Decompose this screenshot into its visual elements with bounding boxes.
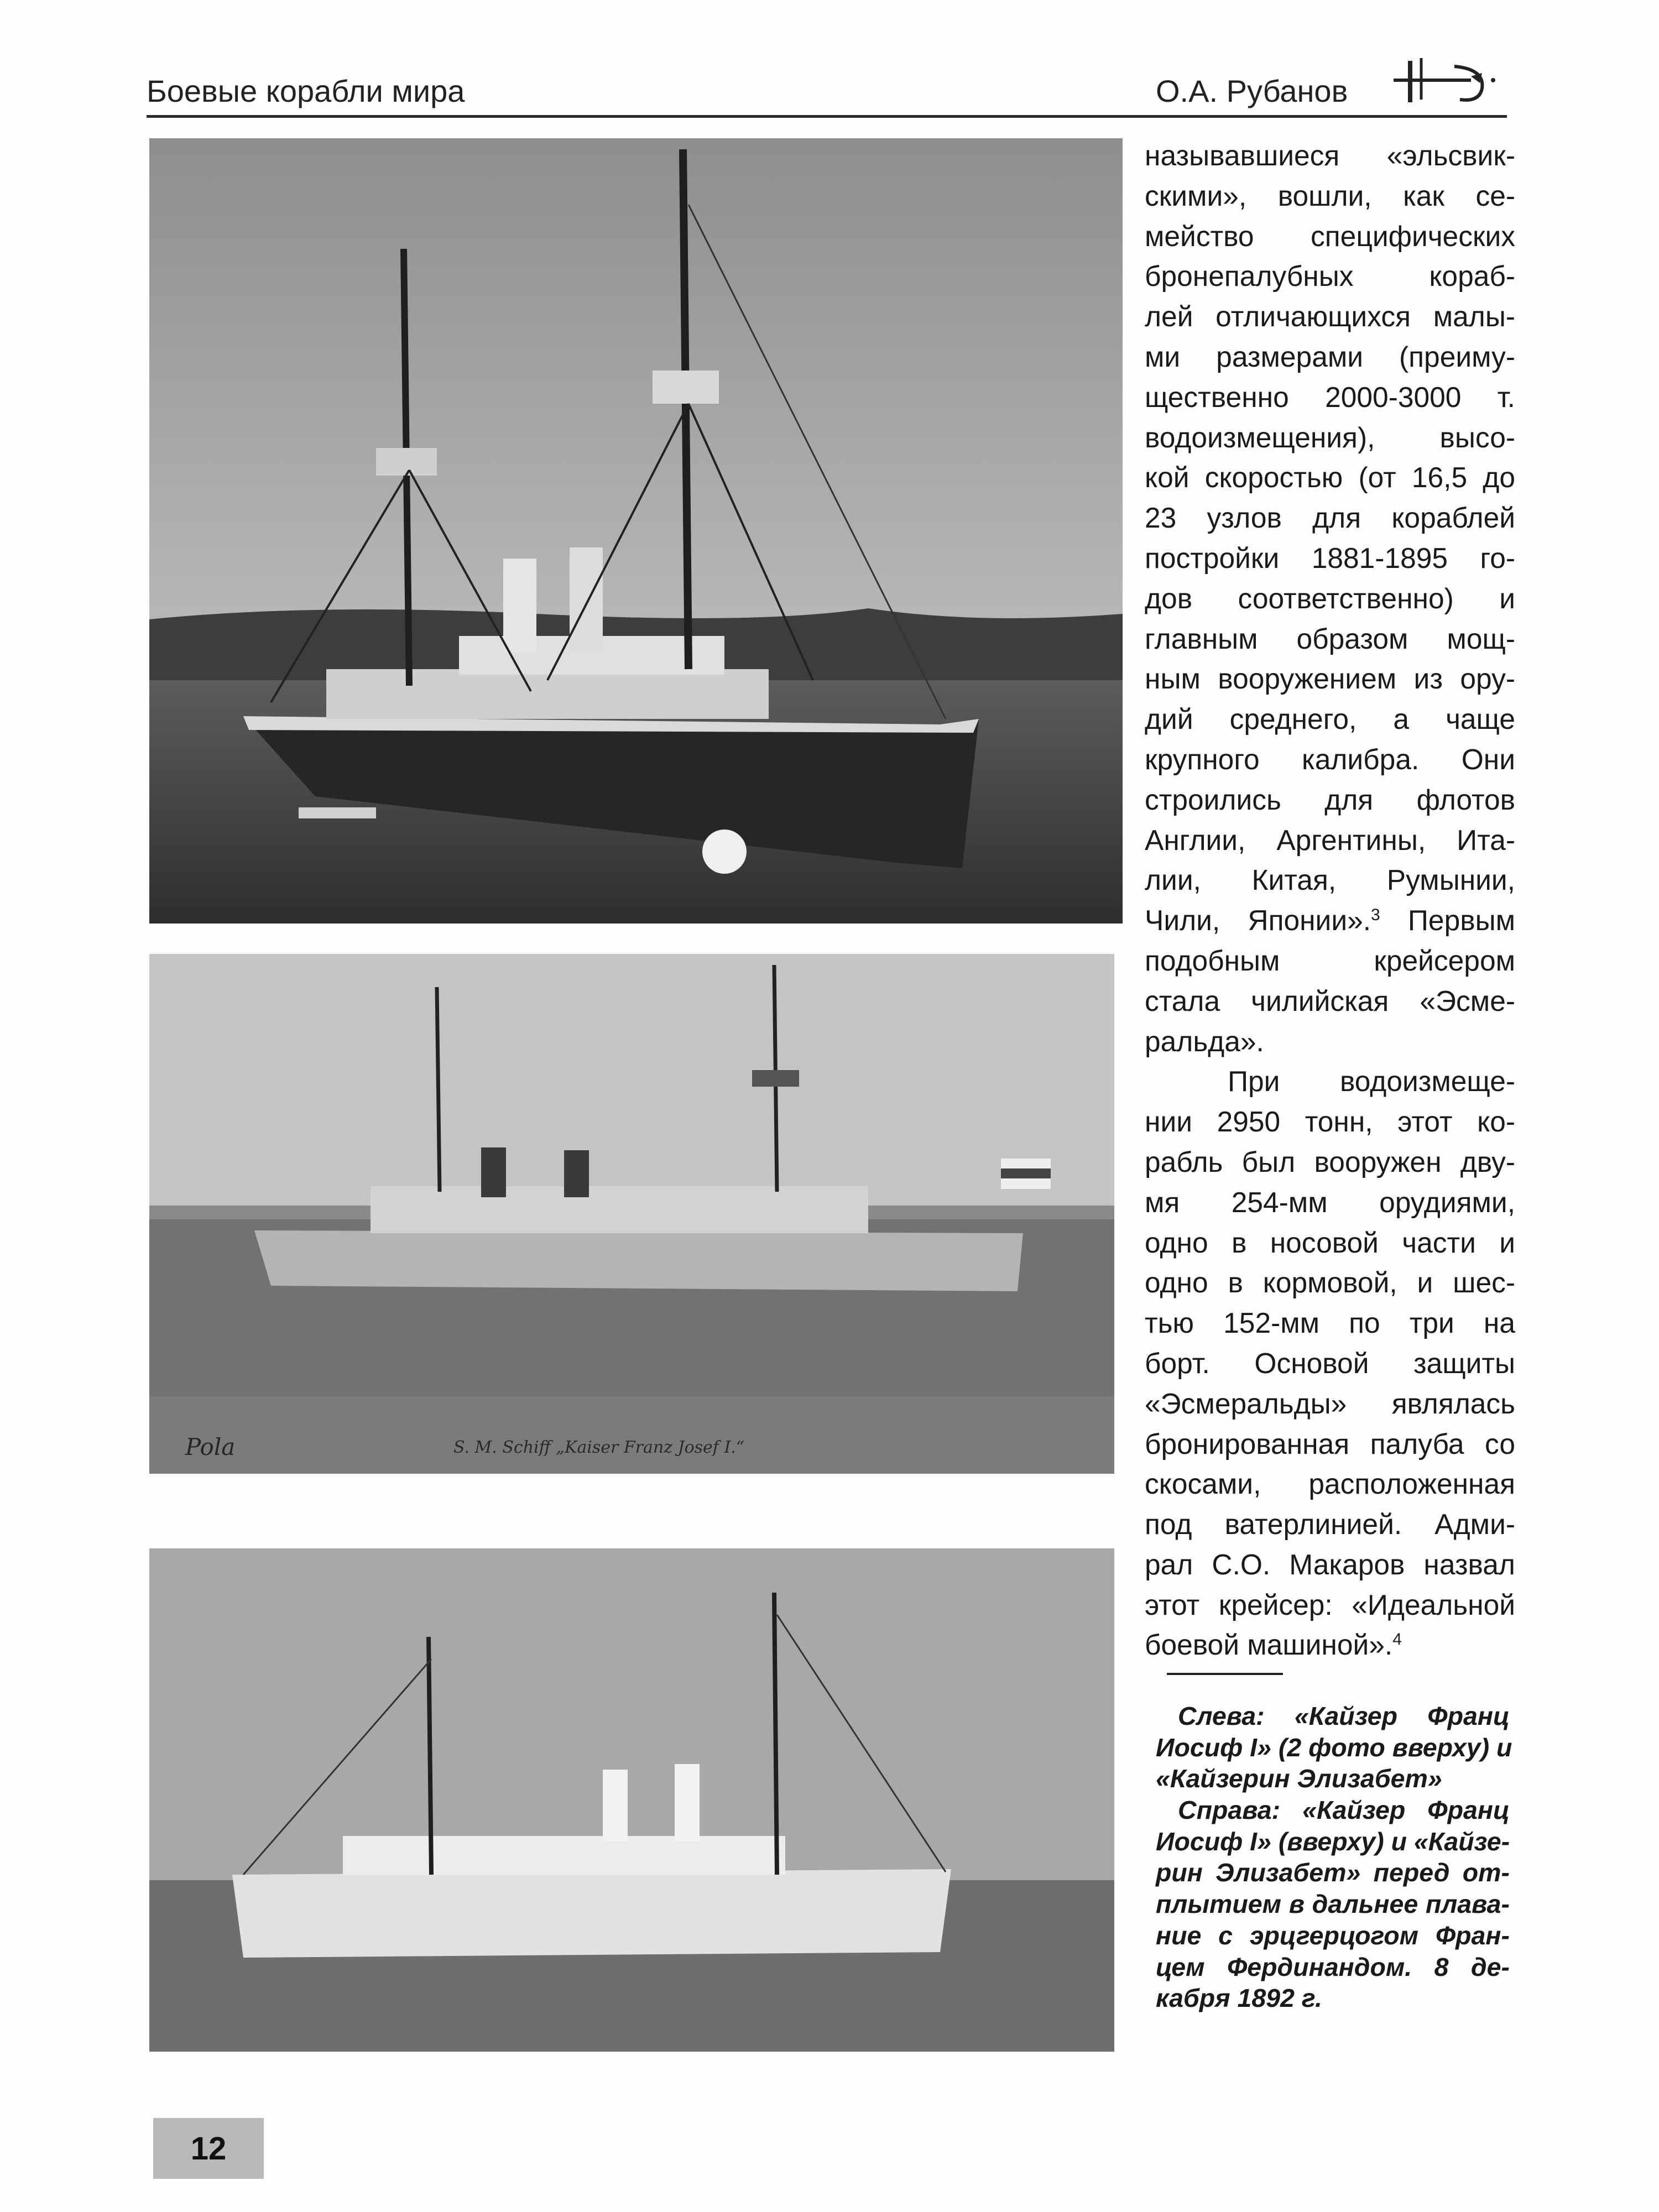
body-line: щественно 2000-3000 т. [1145,380,1515,413]
body-line-tail: Первым [1380,904,1515,937]
photo-kaiser-franz-josef-top [149,138,1123,924]
photo-kaiser-franz-josef-postcard [149,954,1114,1474]
body-line: нии 2950 тонн, этот ко- [1145,1105,1515,1138]
footnote-mark: 4 [1392,1630,1402,1649]
body-line: стала чилийская «Эсме- [1145,984,1515,1017]
body-line-with-footnote [1145,900,1515,941]
postcard-place-label: Pola [185,1433,236,1460]
page-number: 12 [153,2118,264,2179]
body-line: Англии, Аргентины, Ита- [1145,823,1515,856]
caption-line: Справа: «Кайзер Франц [1178,1796,1510,1825]
body-line: ральда». [1145,1025,1264,1057]
body-line: рабль был вооружен дву- [1145,1145,1515,1178]
body-line: рал С.О. Макаров назвал [1145,1548,1515,1580]
body-line: борт. Основой защиты [1145,1347,1515,1379]
postcard-ship-label: S. M. Schiff „Kaiser Franz Josef I.“ [453,1438,745,1457]
body-line: одно в носовой части и [1145,1226,1515,1259]
caption-line: кабря 1892 г. [1156,1984,1322,2013]
body-line: мя 254-мм орудиями, [1145,1186,1515,1218]
body-line: тью 152-мм по три на [1145,1307,1515,1339]
body-line: одно в кормовой, и шес- [1145,1266,1515,1299]
body-line: подобным крейсером [1145,944,1515,977]
body-line: мейство специфических [1145,220,1515,252]
caption-line: «Кайзерин Элизабет» [1156,1764,1442,1793]
caption-line: Иосиф I» (2 фото вверху) и [1156,1733,1512,1762]
anchor-cross-emblem-icon [1388,50,1499,111]
author-name: О.А. Рубанов [1156,74,1348,108]
body-text [1145,135,1515,1665]
caption-rule [1167,1673,1283,1675]
body-line: дий среднего, а чаще [1145,703,1515,735]
caption-line: Иосиф I» (вверху) и «Кайзе- [1156,1827,1510,1856]
caption-line: Слева: «Кайзер Франц [1178,1702,1510,1730]
body-line: лии, Китая, Румынии, [1145,864,1515,896]
body-line: строились для флотов [1145,783,1515,816]
body-line: под ватерлинией. Адми- [1145,1508,1515,1541]
body-line: скими», вошли, как се- [1145,179,1515,212]
body-line: этот крейсер: «Идеальной [1145,1588,1515,1621]
body-line-text: боевой машиной». [1145,1629,1393,1661]
body-line: ным вооружением из ору- [1145,662,1515,695]
body-line: главным образом мощ- [1145,622,1515,655]
caption-line: цем Фердинандом. 8 де- [1156,1952,1510,1981]
body-line: лей отличающихся малы- [1145,300,1515,333]
body-line: «Эсмеральды» являлась [1145,1387,1515,1420]
body-line-text: Чили, Японии». [1145,904,1371,937]
body-line: называвшиеся «эльсвик- [1145,139,1515,171]
body-line: постройки 1881-1895 го- [1145,541,1515,574]
body-line: кой скоростью (от 16,5 до [1145,461,1515,494]
caption-line: плытием в дальнее плава- [1156,1890,1510,1919]
body-line: водоизмещения), высо- [1145,421,1515,453]
body-line: скосами, расположенная [1145,1468,1515,1500]
header-rule [147,115,1507,118]
body-line: 23 узлов для кораблей [1145,502,1515,534]
body-line: дов соответственно) и [1145,582,1515,614]
body-line-with-footnote [1145,1625,1515,1665]
caption-line: ние с эрцгерцогом Фран- [1156,1921,1510,1950]
footnote-mark: 3 [1371,905,1380,924]
body-line: бронепалубных кораб- [1145,260,1515,293]
photo-kaiserin-elisabeth [149,1548,1114,2052]
body-line: ми размерами (преиму- [1145,340,1515,373]
photo-caption [1156,1700,1510,2014]
series-title: Боевые корабли мира [147,74,465,108]
body-line: крупного калибра. Они [1145,743,1515,775]
body-line: бронированная палуба со [1145,1427,1515,1460]
caption-line: рин Элизабет» перед от- [1156,1858,1510,1887]
body-line: При водоизмеще- [1228,1065,1515,1098]
